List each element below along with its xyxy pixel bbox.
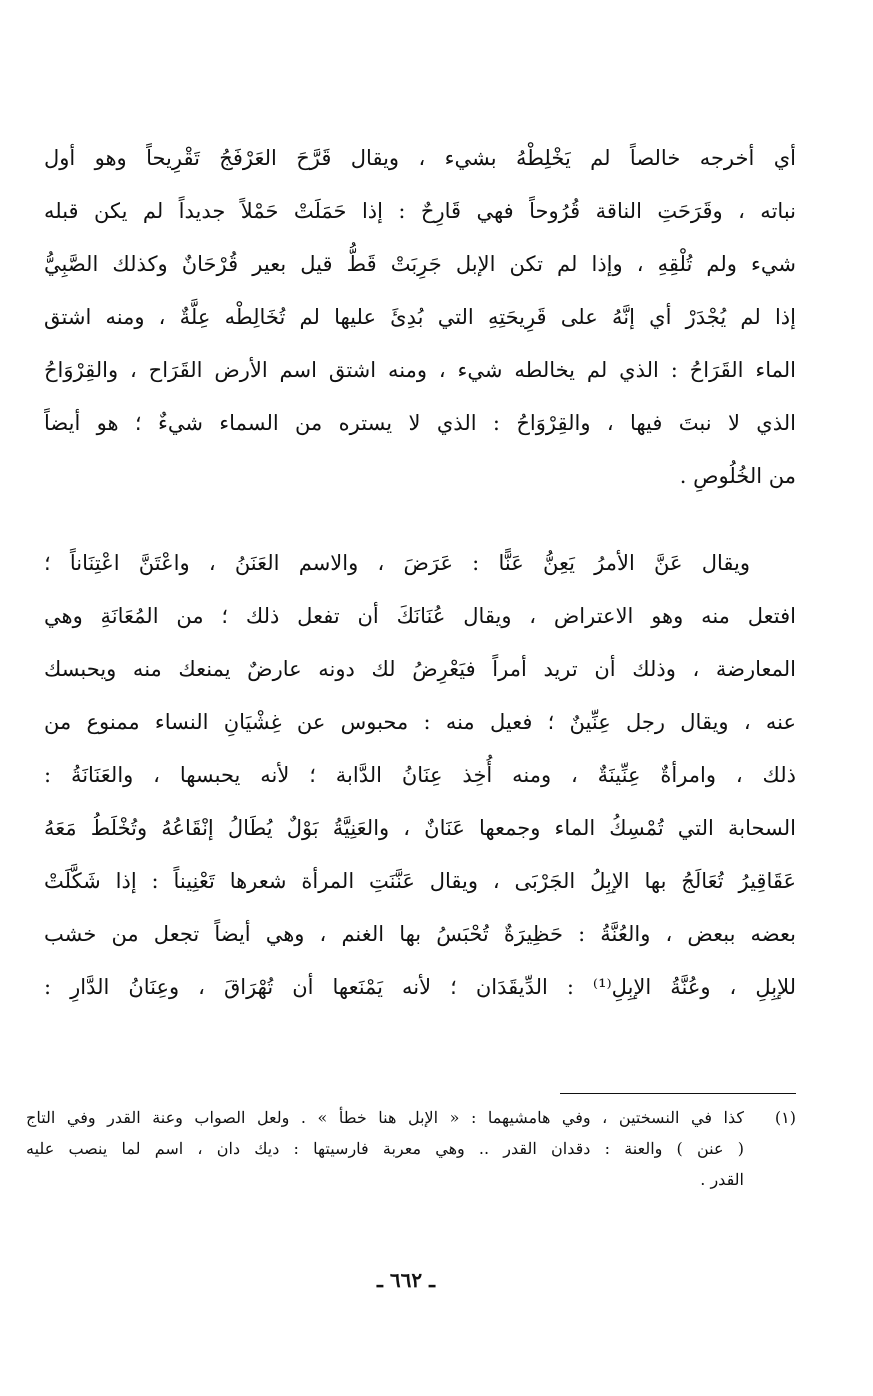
text-line: افتعل منه وهو الاعتراض ، ويقال عُنَانَكَ أن تفعل ذلك ؛ من المُعَانَةِ وهي	[44, 604, 796, 628]
footnote-line: القدر .	[700, 1170, 744, 1189]
text-line: شيء ولم تُلْقِهِ ، وإذا لم تكن الإبل جَرِبَتْ قَطُّ قيل بعير قُرْحَانٌ وكذلك الصَّبِيُّ	[44, 252, 796, 276]
footnote-text: كذا في النسختين ، وفي هامشيهما : « الإبل هنا خطأ » . ولعل الصواب وعنة القدر وفي التاج	[26, 1108, 744, 1127]
footnote-line: ( عنن ) والعنة : دقدان القدر .. وهي معربة فارسيتها : ديك دان ، اسم لما ينصب عليه	[26, 1139, 744, 1158]
page-number: ـ ٦٦٢ ـ	[377, 1268, 435, 1292]
text-line: نباته ، وقَرَحَتِ الناقة قُرُوحاً فهي قَارِحٌ : إذا حَمَلَتْ حَمْلاً جديداً لم يكن قبله	[44, 199, 796, 223]
text-line: ذلك ، وامرأةٌ عِنِّينَةٌ ، ومنه أُخِذ عِنَانُ الدَّابة ؛ لأنه يحبسها ، والعَنَانَةُ :	[44, 763, 796, 787]
text-line: إذا لم يُجْدَرْ أي إنَّهُ على قَرِيحَتِهِ التي بُدِئَ عليها لم تُخَالِطْه عِلَّةٌ ، ومنه اشتق	[44, 305, 796, 329]
text-line: للإبِلِ ، وعُنَّةُ الإبِلِ⁽¹⁾ : الدِّيقَدَان ؛ لأنه يَمْنَعها أن تُهْرَاقَ ، وعِنَانُ الدَّارِ :	[44, 975, 796, 999]
footnote-divider	[560, 1093, 796, 1094]
text-line: الذي لا نبتَ فيها ، والقِرْوَاحُ : الذي لا يستره من السماء شيءٌ ؛ هو أيضاً	[44, 411, 796, 435]
footnote-marker: (١)	[774, 1108, 796, 1127]
text-line: عَقَاقِيرُ تُعَالَجُ بها الإبِلُ الجَرْبَى ، ويقال عَنَّنَتِ المرأة شعرها تَعْنِيناً : إذا شَكَّلَتْ	[44, 869, 796, 893]
paragraph-1	[44, 132, 796, 503]
text-line: المعارضة ، وذلك أن تريد أمراً فيَعْرِضُ لك دونه عارضٌ يمنعك منه ويحبسك	[44, 657, 796, 681]
text-line: من الخُلُوصِ .	[679, 464, 796, 488]
paragraph-2	[44, 537, 796, 1014]
text-line: أي أخرجه خالصاً لم يَخْلِطْهُ بشيء ، ويقال قَرَّحَ العَرْفَجُ تَقْرِيحاً وهو أول	[44, 146, 796, 170]
text-line: السحابة التي تُمْسِكُ الماء وجمعها عَنَانٌ ، والعَنِيَّةُ بَوْلٌ يُطَالُ إنْقَاعُهُ وتُخْلَطُ مَعَهُ	[44, 816, 796, 840]
text-line: بعضه ببعض ، والعُنَّةُ : حَظِيرَةٌ تُحْبَسُ بها الغنم ، وهي أيضاً تجعل من خشب	[44, 922, 796, 946]
text-line: ويقال عَنَّ الأمرُ يَعِنُّ عَنًّا : عَرَضَ ، والاسم العَنَنُ ، واعْتَنَّ اعْتِنَاناً ؛	[44, 551, 750, 575]
footnote-line	[26, 1102, 796, 1133]
footnotes	[26, 1102, 796, 1195]
text-line: الماء القَرَاحُ : الذي لم يخالطه شيء ، ومنه اشتق اسم الأرض القَرَاح ، والقِرْوَاحُ	[44, 358, 796, 382]
text-line: عنه ، ويقال رجل عِنِّينٌ ؛ فعيل منه : محبوس عن غِشْيَانِ النساء ممنوع من	[44, 710, 796, 734]
